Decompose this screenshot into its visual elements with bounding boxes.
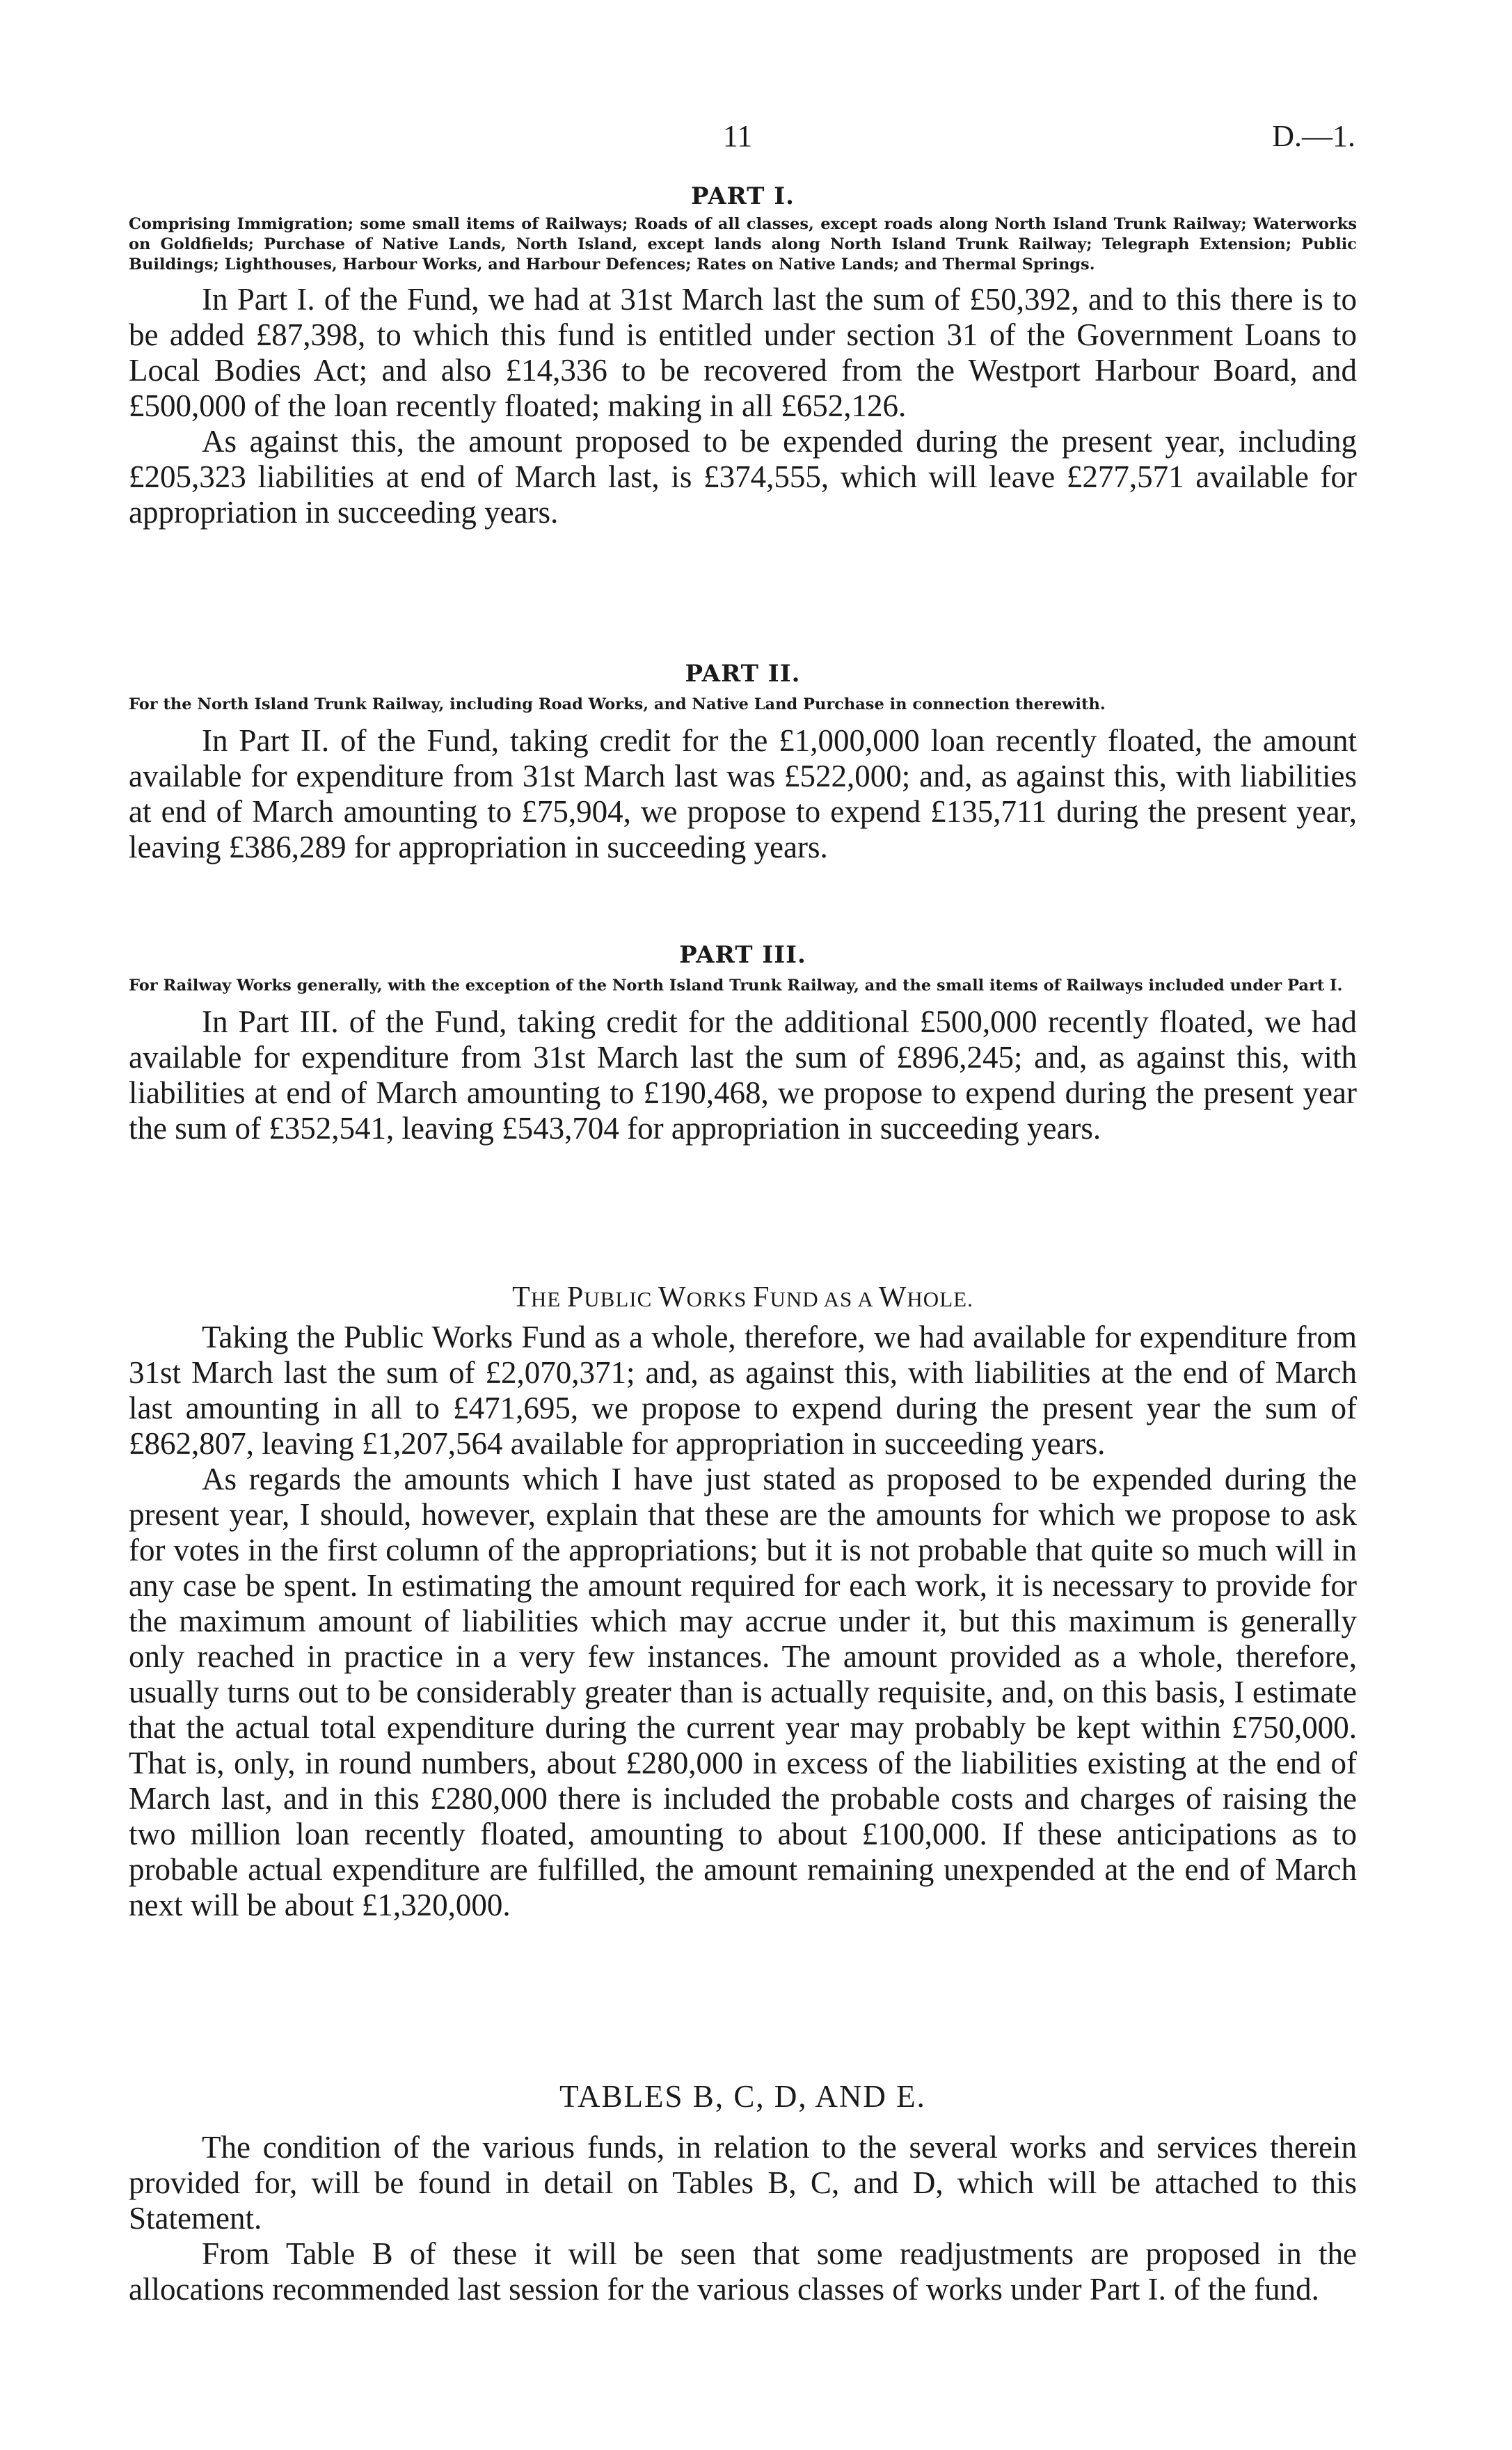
tables-title: TABLES B, C, D, AND E. (559, 2079, 926, 2114)
part-1-subtitle: Comprising Immigration; some small items of Railways; Roads of all classes, except roads along North Island Trunk Railway; Waterworks on Goldfields; Purchase of Native Lands, North Island, except lands along North Island Trunk Railway; Telegraph Extension; Public Buildings; Lighthouses, Harbour Works, and Harbour Defences; Rates on Native Lands; and Thermal Springs. (129, 215, 1357, 274)
tables-body (129, 2130, 1357, 2307)
paragraph: As regards the amounts which I have just stated as proposed to be expended during the present year, I should, however, explain that these are the amounts for which we propose to ask for votes in the first column of the appropriations; but it is not probable that quite so much will in any case be spent. In estimating the amount required for each work, it is necessary to provide for the maximum amount of liabilities which may accrue under it, but this maximum is generally only reached in practice in a very few instances. The amount provided as a whole, therefore, usually turns out to be considerably greater than is actually requisite, and, on this basis, I estimate that the actual total expenditure during the current year may probably be kept within £750,000. That is, only, in round numbers, about £280,000 in excess of the liabilities existing at the end of March last, and in this £280,000 there is included the probable costs and charges of raising the two million loan recently floated, amounting to about £100,000. If these anticipations as to probable actual expenditure are fulfilled, the amount remaining unexpended at the end of March next will be about £1,320,000. (129, 1462, 1357, 1922)
part-3-title: PART III. (679, 941, 806, 969)
part-1-section (129, 182, 1357, 530)
part-1-body (129, 282, 1357, 530)
fund-whole-section (129, 1281, 1357, 1923)
part-3-subtitle: For Railway Works generally, with the exception of the North Island Trunk Railway, and the small items of Railways included under Part I. (129, 977, 1343, 995)
tables-section (129, 2078, 1357, 2307)
paragraph: In Part I. of the Fund, we had at 31st March last the sum of £50,392, and to this there is to be added £87,398, to which this fund is entitled under section 31 of the Government Loans to Local Bodies Act; and also £14,336 to be recovered from the Westport Harbour Board, and £500,000 of the loan recently floated; making in all £652,126. (129, 282, 1357, 423)
paragraph: The condition of the various funds, in relation to the several works and services therein provided for, will be found in detail on Tables B, C, and D, which will be attached to this Statement. (129, 2130, 1357, 2236)
document-reference: D.—1. (1272, 119, 1355, 153)
paragraph: As against this, the amount proposed to be expended during the present year, including £205,323 liabilities at end of March last, is £374,555, which will leave £277,571 available for appropriation in succeeding years. (129, 424, 1357, 530)
page-header (0, 118, 1512, 160)
part-1-title: PART I. (690, 182, 795, 210)
paragraph: In Part III. of the Fund, taking credit for the additional £500,000 recently floated, we had available for expenditure from 31st March last the sum of £896,245; and, as against this, with liabilities at end of March amounting to £190,468, we propose to expend during the present year the sum of £352,541, leaving £543,704 for appropriation in succeeding years. (129, 1004, 1357, 1146)
part-2-title: PART II. (685, 660, 801, 688)
part-2-section (129, 660, 1357, 865)
fund-whole-title: THE PUBLIC WORKS FUND AS A WHOLE. (512, 1281, 973, 1313)
part-2-subtitle: For the North Island Trunk Railway, including Road Works, and Native Land Purchase in connection therewith. (129, 695, 1106, 713)
part-3-section (129, 941, 1357, 1146)
paragraph: Taking the Public Works Fund as a whole, therefore, we had available for expenditure from 31st March last the sum of £2,070,371; and, as against this, with liabilities at the end of March last amounting in all to £471,695, we propose to expend during the present year the sum of £862,807, leaving £1,207,564 available for appropriation in succeeding years. (129, 1320, 1357, 1461)
fund-whole-body (129, 1320, 1357, 1923)
part-3-body (129, 1004, 1357, 1146)
paragraph: From Table B of these it will be seen that some readjustments are proposed in the allocations recommended last session for the various classes of works under Part I. of the fund. (129, 2236, 1357, 2307)
paragraph: In Part II. of the Fund, taking credit for the £1,000,000 loan recently floated, the amount available for expenditure from 31st March last was £522,000; and, as against this, with liabilities at end of March amounting to £75,904, we propose to expend £135,711 during the present year, leaving £386,289 for appropriation in succeeding years. (129, 723, 1357, 864)
page-number: 11 (722, 119, 753, 153)
part-2-body (129, 723, 1357, 865)
